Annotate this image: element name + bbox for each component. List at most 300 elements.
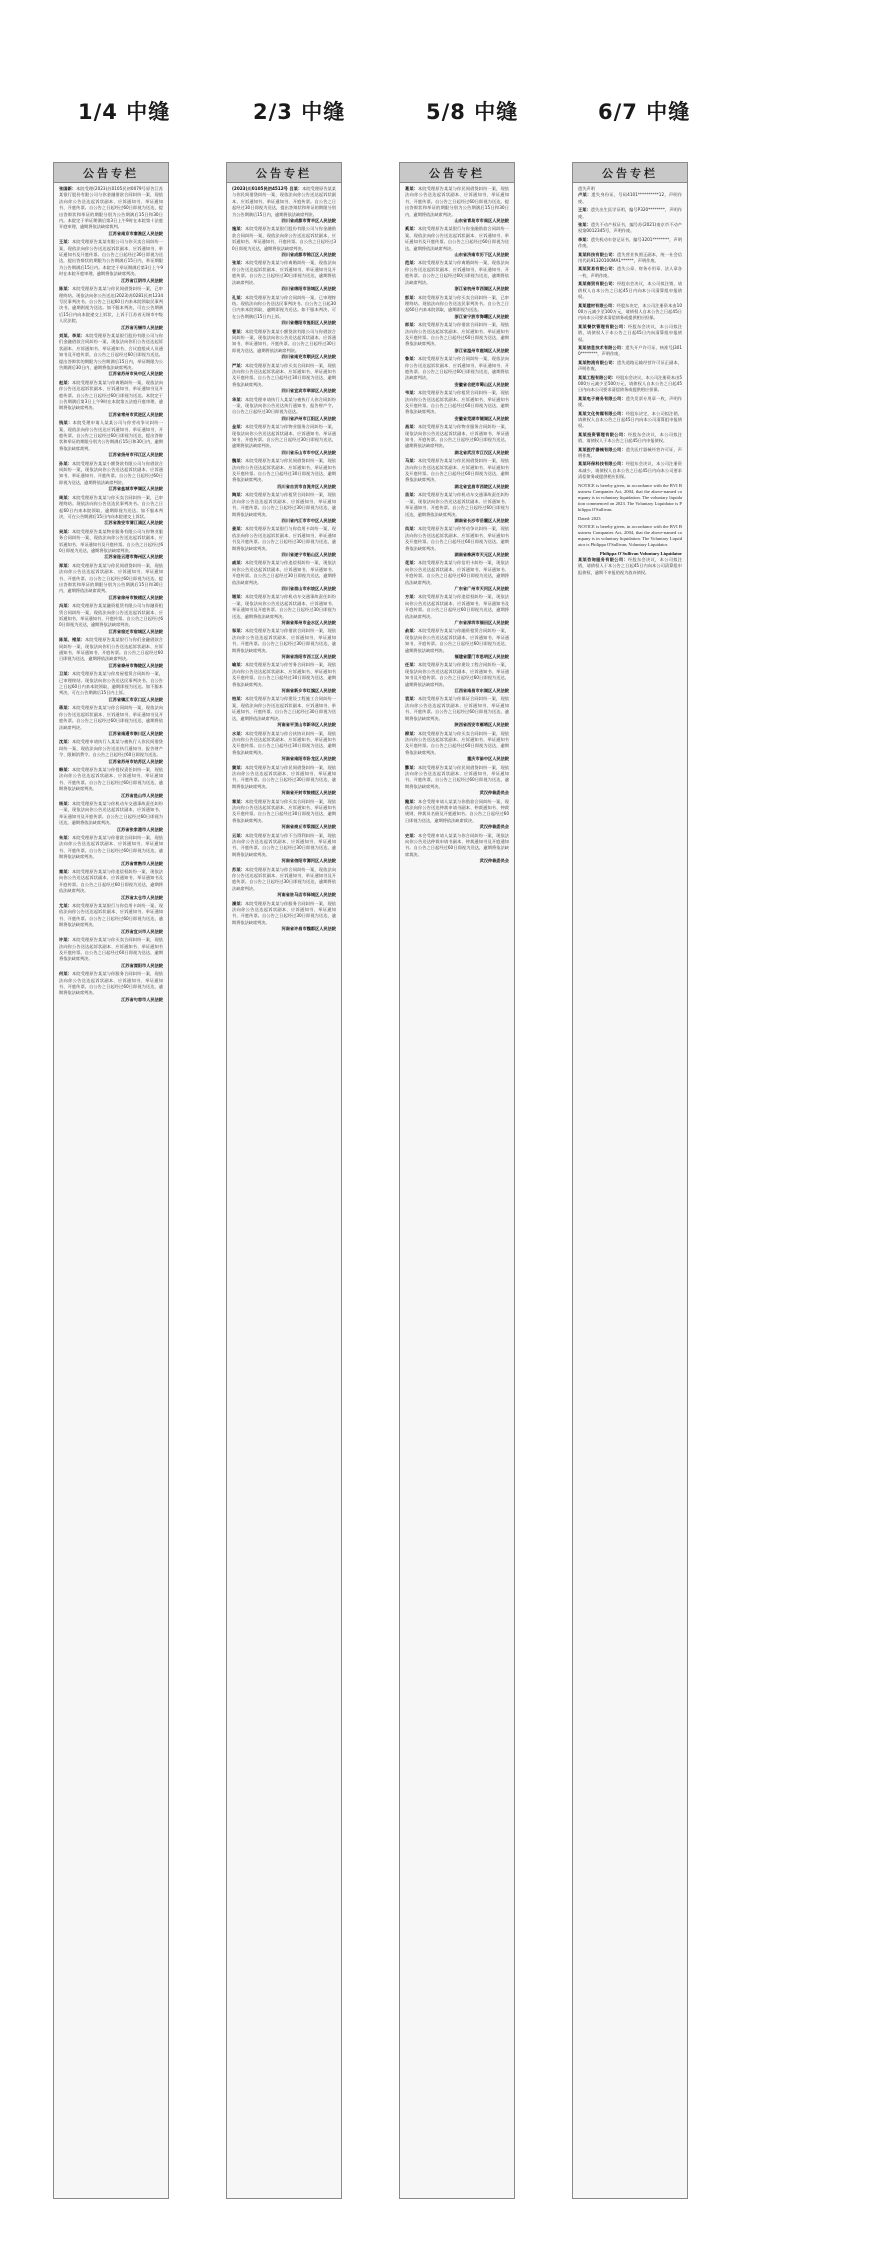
notice-party: 昌某：: [405, 424, 419, 430]
notice-item: [405, 594, 509, 626]
notice-item: [59, 563, 163, 601]
notice-party: 魏某：: [232, 458, 246, 464]
notice-text: 本院受理原告某某融资租赁有限公司与你融资租赁合同纠纷一案，现依法向你公告送达起诉状副本、应诉通知书、举证通知书、开庭传票。自公告之日起经过60日即视为送达，逾期将依法缺席判决。: [59, 603, 163, 628]
notice-text: 本院受理原告某某与你民间借贷纠纷一案，现依法向你公告送达起诉状副本、应诉通知书、举证通知书、开庭传票。自公告之日起经过60日即视为送达，提出答辩状和举证的期限分别为公告期满后15日和30日内，逾期将依法缺席裁判。: [59, 562, 163, 594]
notice-text: 本院受理原告某某银行股份有限公司与你们金融借款合同纠纷一案，现依法向你们公告送达起诉状副本、应诉通知书、举证通知书、合议庭组成人员通知书及开庭传票。自公告之日起经过60日即视为送达。提出答辩状的期限为公告期满后15日内，举证期限为公告期满后30日内，逾期将依法缺席判决。: [59, 332, 163, 370]
notice-issuer: 广东省深圳市福田区人民法院: [454, 620, 509, 625]
notice-text: 遗失营业执照正副本，统一社会信用代码91320100MA1******，声明作废。: [578, 251, 682, 264]
notice-party: (2023)川0105民初4512号 吕某：: [232, 186, 303, 191]
notice-party: 奚某：: [405, 226, 419, 232]
announcement-column-1: [53, 162, 169, 2199]
notice-issuer: 江苏省张家港市人民法院: [116, 826, 163, 832]
notice-text: 经股东决定，本公司拟注销，请债权人自本公告之日起45日内向本公司清算组申报债权。: [578, 410, 682, 429]
notice-item: [232, 628, 336, 660]
notice-item: [59, 739, 163, 765]
notice-party: 钱某：: [59, 420, 73, 426]
notice-text: 本院受理原告某某与你机动车交通事故责任纠纷一案，现依法向你公告送达起诉状副本、应诉通知书、举证通知书及开庭传票。自公告之日起经过30日即视为送达，逾期将依法缺席判决。: [232, 594, 336, 619]
notice-item: [405, 322, 509, 354]
notice-issuer: 广东省广州市天河区人民法院: [454, 585, 509, 591]
notice-party: 水某：: [232, 730, 246, 736]
notice-text: 经股东会决议，本公司注册资本减少，请债权人自本公告之日起45日内向本公司要求清偿债务或提供相应担保。: [578, 461, 682, 480]
notice-item: [59, 767, 163, 799]
announcement-column-2: [226, 162, 342, 2199]
notice-item: [405, 260, 509, 292]
notice-text: 本院受理原告某某与你服务合同纠纷一案，现依法向你公告送达起诉状副本、应诉通知书、举证通知书、开庭传票。自公告之日起经过30日即视为送达，逾期将依法缺席判决。: [232, 900, 336, 925]
notice-text: 遗失发票专用章一枚，声明作废。: [578, 395, 682, 408]
notice-text: 本院受理原告某某与你信用卡纠纷一案，现依法向你公告送达起诉状副本、应诉通知书、举证通知书、开庭传票。自公告之日起经过60日即视为送达，逾期将依法缺席判决。: [405, 560, 509, 585]
notice-issuer: 河南省南阳市卧龙区人民法院: [281, 756, 336, 762]
notice-issuer: 江西省南昌市东湖区人民法院: [454, 688, 509, 694]
notice-item: [405, 696, 509, 728]
notice-item: [59, 286, 163, 331]
notice-issuer: 四川省成都市青羊区人民法院: [281, 218, 336, 224]
notice-issuer: 武汉仲裁委员会: [479, 858, 509, 864]
notice-issuer: 河南省信阳市浉河区人民法院: [281, 858, 336, 864]
notice-issuer: 江苏省苏州市姑苏区人民法院: [108, 758, 163, 764]
notice-text: 本院受理原告某某与你劳务合同纠纷一案，现依法向你公告送达起诉状副本、应诉通知书、举证通知书及开庭传票。自公告之日起经过30日即视为送达，逾期将依法缺席判决。: [232, 662, 336, 687]
notice-text: 本院受理原告某某与你劳动争议纠纷一案，现依法向你公告送达起诉状副本、应诉通知书、举证通知书及开庭传票。自公告之日起经过60日即视为送达，逾期将依法缺席判决。: [405, 526, 509, 551]
notice-text: 本院受理原告某某与你借款合同纠纷一案，现依法向你公告送达起诉状副本、应诉通知书、举证通知书、开庭传票。自公告之日起经过30日即视为送达，逾期将依法缺席判决。: [232, 628, 336, 653]
notice-item: [59, 903, 163, 935]
notice-party: 陈某、褚某：: [59, 637, 86, 643]
notice-item: [405, 390, 509, 422]
notice-item: [578, 207, 682, 220]
notice-item: [578, 360, 682, 373]
notice-text: 本院受理原告某某与你追偿权纠纷一案，现依法向你公告送达起诉状副本、应诉通知书、举证通知书、开庭传票。自公告之日起经过30日即视为送达，逾期将依法缺席判决。: [232, 560, 336, 585]
notice-text: 遗失机动车登记证书，编号3201********，声明作废。: [578, 236, 682, 249]
notice-item: [59, 333, 163, 378]
notice-party: 某某科技有限公司：: [578, 251, 618, 257]
notice-item: [578, 281, 682, 300]
notice-issuer: 江苏省宜兴市人民法院: [121, 928, 163, 934]
notice-text: 本院受理申请执行人某某与被执行人你合同纠纷一案，现依法向你公告送达执行通知书、报告财产令。自公告之日起经过30日即视为送达。: [232, 396, 336, 415]
notice-party: 陈某：: [59, 286, 73, 292]
notice-item: [59, 671, 163, 703]
notice-text: 本院受理原告某某与你机动车交通事故责任纠纷一案，现依法向你公告送达起诉状副本、应诉通知书、举证通知书及开庭传票。自公告之日起经过60日即视为送达，逾期将依法缺席判决。: [59, 800, 163, 826]
notice-issuer: 浙江省温州市鹿城区人民法院: [454, 347, 509, 353]
notice-text: 本院受理原告某某与你买卖合同纠纷一案，现依法向你公告送达起诉状副本、应诉通知书、举证通知书及开庭传票。自公告之日起经过60日即视为送达，逾期将依法缺席判决。: [405, 730, 509, 755]
notice-issuer: 江苏省盐城市亭湖区人民法院: [108, 486, 163, 492]
notice-party: 葛某：: [405, 186, 419, 191]
notice-party: 孙某：: [59, 460, 73, 466]
notice-text: 本院受理原告某某与你借款合同纠纷一案，现依法向你公告送达起诉状副本、应诉通知书、举证通知书、开庭传票。自公告之日起经过60日即视为送达，逾期将依法缺席判决。: [59, 835, 163, 860]
notice-item: [578, 557, 682, 576]
notice-text: 本院受理原告某某与你房屋租赁合同纠纷一案，已审理终结。现依法向你公告送达民事判决书。自公告之日起60日内来本院领取，逾期即视为送达。如不服本判决，可在公告期满后15日内上诉。: [59, 671, 163, 696]
notice-issuer: 江苏省太仓市人民法院: [121, 894, 163, 900]
notice-item: [232, 799, 336, 831]
notice-party: 马某：: [405, 458, 419, 464]
notice-text: 本院受理原告某某与你租赁合同纠纷一案，现依法向你公告送达起诉状副本、应诉通知书、举证通知书、开庭传票。自公告之日起经过30日即视为送达，逾期将依法缺席判决。: [232, 492, 336, 517]
notice-item: [232, 731, 336, 763]
notice-text: 本院受理原告某某与你服务合同纠纷一案，现依法向你公告送达起诉状副本、应诉通知书、举证通知书、开庭传票。自公告之日起经过60日即视为送达，逾期将依法缺席判决。: [59, 971, 163, 996]
notice-party: 喻某：: [232, 662, 246, 668]
notice-issuer: 江苏省昆山市人民法院: [121, 792, 163, 798]
notice-text: 本院受理原告某某与你融资租赁合同纠纷一案，现依法向你公告送达起诉状副本、应诉通知书、举证通知书、开庭传票。自公告之日起经过60日即视为送达，逾期将依法缺席判决。: [405, 628, 509, 653]
notice-item: [405, 458, 509, 490]
notice-party: 袁某：: [405, 696, 419, 702]
notice-party: 谢某：: [232, 594, 246, 600]
notice-text: 本院受理原告某某银行与你信用卡纠纷一案，现依法向你公告送达起诉状副本、应诉通知书、举证通知书及开庭传票。自公告之日起经过30日即视为送达，逾期将依法缺席判决。: [232, 526, 336, 551]
notice-party: 孔某：: [232, 294, 246, 300]
notice-item: [578, 432, 682, 445]
notice-party: 鲍某：: [405, 798, 419, 804]
notice-item: [578, 324, 682, 343]
notice-text: 本院受理原告某某与你借款合同纠纷一案，现依法向你公告送达起诉状副本、应诉通知书、举证通知书及开庭传票。自公告之日起经过60日即视为送达，逾期将依法缺席判决。: [405, 322, 509, 347]
notice-party: 某某环保科技有限公司：: [578, 461, 626, 467]
notice-party: 某某工程有限公司：: [578, 374, 616, 380]
english-signature: Philippa O'Sullivan Voluntary Liquidator: [599, 550, 682, 556]
notice-item: [405, 526, 509, 558]
notice-issuer: 江苏省泰州市海陵区人民法院: [108, 662, 163, 668]
notice-item: [232, 901, 336, 933]
notice-issuer: 浙江省杭州市西湖区人民法院: [454, 286, 509, 292]
notice-text: 本院受理原告某某小额贷款有限公司与你借款合同纠纷一案，现依法向你公告送达起诉状副本、应诉通知书、举证通知书、开庭传票。自公告之日起经过30日即视为送达，逾期将依法缺席判决。: [232, 328, 336, 353]
notice-party: 某某文化传媒有限公司：: [578, 410, 626, 416]
notice-party: 云某：: [232, 832, 246, 838]
notice-party: 彭某：: [405, 294, 419, 300]
notice-party: 赵某：: [59, 379, 73, 385]
notice-party: 苗某：: [405, 492, 419, 498]
notice-item: [59, 835, 163, 867]
notice-party: 刘某、李某：: [59, 332, 86, 338]
notice-item: [232, 662, 336, 694]
notice-issuer: 福建省厦门市思明区人民法院: [454, 654, 509, 660]
notice-text: 本院受理原告某某与你合同纠纷一案，现依法向你公告送达起诉状副本、应诉通知书、举证通知书及开庭传票。自公告之日起经过30日即视为送达，逾期将依法缺席判决。: [232, 866, 336, 891]
notice-party: 朱某：: [59, 835, 73, 840]
notice-issuer: 陕西省西安市雁塔区人民法院: [454, 722, 509, 728]
notice-item: [59, 461, 163, 493]
notice-party: 杨某：: [59, 800, 73, 806]
column-header: 公告专栏: [573, 163, 687, 183]
notice-party: 方某：: [405, 594, 419, 600]
notice-party: 王某：: [578, 207, 591, 213]
layout-label-3: 5/8 中缝: [426, 100, 519, 124]
notice-text: 本院受理原告某某与你离婚纠纷一案，现依法向你公告送达起诉状副本、应诉通知书、举证通知书、开庭传票。自公告之日起经过60日即视为送达，逾期将依法缺席判决。: [405, 260, 509, 285]
notice-item: [405, 186, 509, 224]
english-notice: NOTICE is hereby given, in accordance with the BVI Business Companies Act, 2004, that the above-named company is in voluntary liquidation. The Voluntary Liquidator is Philippa O'Sullivan, Voluntary Liquidator.: [578, 523, 682, 548]
notice-party: 柏某：: [232, 696, 246, 702]
notice-issuer: 江苏省徐州市鼓楼区人民法院: [108, 594, 163, 600]
notice-issuer: 湖南省株洲市天元区人民法院: [454, 551, 509, 557]
notice-party: 韦某：: [405, 390, 419, 396]
notice-issuer: 四川省宜宾市翠屏区人民法院: [281, 388, 336, 394]
layout-label-4: 6/7 中缝: [598, 100, 691, 124]
notice-text: 本院受理原告某某与你租赁合同纠纷一案，现依法向你公告送达起诉状副本、应诉通知书、举证通知书及开庭传票。自公告之日起经过60日即视为送达，逾期将依法缺席判决。: [405, 390, 509, 415]
notice-text: 本院受理原告某某小额贷款有限公司与你借款合同纠纷一案，现依法向你公告送达起诉状副本、应诉通知书、举证通知书、开庭传票。自公告之日起经过60日即视为送达，逾期将依法缺席判决。: [59, 460, 163, 485]
notice-item: [232, 186, 336, 224]
layout-label-1: 1/4 中缝: [78, 100, 171, 124]
notice-text: 本院受理原告某某与你民间借贷纠纷一案，现依法向你公告送达起诉状副本、应诉通知书、举证通知书及开庭传票。自公告之日起经过30日即视为送达，逾期将依法缺席判决。: [232, 458, 336, 483]
notice-text: 本院受理原告某某与你民间借贷纠纷一案，现依法向你公告送达起诉状副本、应诉通知书、举证通知书、开庭传票。自公告之日起经过30日即视为送达，提出答辩状和举证的期限分别为公告期满后15日内，逾期将依法缺席判决。: [232, 186, 336, 217]
notice-party: 某某电子商务有限公司：: [578, 395, 626, 401]
notice-item: [232, 560, 336, 592]
notice-party: 鲁某：: [405, 356, 419, 362]
notice-issuer: 四川省泸州市江阳区人民法院: [281, 415, 336, 421]
notice-party: 王某：: [59, 239, 73, 245]
notice-issuer: 湖北省宜昌市西陵区人民法院: [454, 483, 509, 489]
notice-item: [59, 603, 163, 635]
notice-text: 本院受理原告某某与你离婚纠纷一案，现依法向你公告送达起诉状副本、应诉通知书、举证通知书及开庭传票。自公告之日起经过60日即视为送达。本院定于公告期满后第3日上午9时在本院第五法庭开庭审理，逾期将依法缺席判决。: [59, 379, 163, 411]
notice-item: [405, 560, 509, 592]
notice-party: 俞某：: [405, 628, 419, 634]
notice-item: [578, 237, 682, 250]
notice-party: 姜某：: [232, 526, 246, 532]
notice-party: 卫某：: [59, 671, 73, 677]
notice-item: [232, 526, 336, 558]
notice-party: 戚某：: [232, 560, 246, 566]
notice-issuer: 江苏省连云港市海州区人民法院: [104, 554, 163, 560]
column-header: 公告专栏: [54, 163, 168, 183]
notice-party: 许某：: [59, 937, 73, 943]
notice-text: 本院受理原告某某与你买卖合同纠纷一案，已审理终结。现依法向你公告送达民事判决书。自公告之日起60日内来本院领取，逾期即视为送达。: [405, 294, 509, 313]
notice-party: 花某：: [405, 560, 419, 566]
notice-text: 本院受理原告某某与你买卖合同纠纷一案，已审理终结。现依法向你公告送达民事判决书。自公告之日起60日内来本院领取，逾期即视为送达。如不服本判决，可在公告期满后15日内向本院递交上诉状。: [59, 494, 163, 519]
notice-issuer: 安徽省芜湖市镜湖区人民法院: [454, 415, 509, 421]
notice-party: 韩某：: [59, 766, 73, 772]
notice-issuer: 江苏省江阴市人民法院: [121, 277, 163, 283]
notice-party: 卢某：: [578, 192, 592, 198]
column-header: 公告专栏: [227, 163, 341, 183]
notice-issuer: 山东省济南市历下区人民法院: [454, 252, 509, 258]
notice-text: 经股东会决议，本公司拟注销，请债权人于本公告之日起45日内申报债权。: [578, 431, 682, 444]
notice-text: 经股东会决议，本公司注册资本由5000万元减少至500万元，请债权人自本公告之日起45日内向本公司要求清偿债务或提供相应担保。: [578, 374, 682, 393]
notice-party: 凤某：: [405, 526, 419, 532]
notice-issuer: 江苏省扬州市邗江区人民法院: [108, 452, 163, 458]
notice-issuer: 四川省遂宁市船山区人民法院: [281, 551, 336, 557]
notice-party: 郑某：: [59, 562, 73, 568]
notice-party: 范某：: [405, 260, 419, 266]
notice-text: 本院受理原告某某银行与你金融借款合同纠纷一案，现依法向你公告送达起诉状副本、应诉通知书、举证通知书及开庭传票。自公告之日起经过60日即视为送达，逾期将依法缺席判决。: [405, 226, 509, 251]
notice-issuer: 武汉仲裁委员会: [479, 824, 509, 830]
notice-item: [232, 424, 336, 456]
notice-issuer: 江苏省无锡市人民法院: [121, 324, 163, 330]
column-body: [400, 183, 514, 871]
notice-party: 邹某：: [232, 628, 246, 634]
notice-text: 本院受理原告某某与你不当得利纠纷一案，现依法向你公告送达起诉状副本、应诉通知书、举证通知书、开庭传票。自公告之日起经过30日即视为送达，逾期将依法缺席判决。: [232, 832, 336, 857]
announcement-column-4: [572, 162, 688, 2199]
notice-item: [59, 801, 163, 833]
notice-item: [578, 303, 682, 322]
notice-issuer: 河南省洛阳市西工区人民法院: [281, 654, 336, 660]
column-body: [54, 183, 168, 1009]
notice-party: 某某建材有限公司：: [578, 302, 617, 308]
notice-issuer: 江苏省句容市人民法院: [121, 996, 163, 1002]
notice-text: 本院受理原告某某银行与你们金融借款合同纠纷一案，现依法向你们公告送达起诉状副本、应诉通知书、举证通知书、开庭传票。自公告之日起经过60日即视为送达，逾期将依法缺席判决。: [59, 637, 163, 662]
notice-party: 某某贸易有限公司：: [578, 266, 618, 272]
notice-item: [405, 662, 509, 694]
notice-item: [59, 971, 163, 1003]
notice-party: 某某信息技术有限公司：: [578, 344, 626, 350]
notice-issuer: 河南省商丘市梁园区人民法院: [281, 824, 336, 830]
notice-item: [405, 424, 509, 456]
notice-party: 华某：: [232, 396, 246, 402]
notice-issuer: 河南省驻马店市驿城区人民法院: [277, 892, 336, 898]
notice-text: 本院受理原告某某与你民间借贷纠纷一案，现依法向你公告送达起诉状副本、应诉通知书、举证通知书及开庭传票。自公告之日起经过60日即视为送达，逾期将依法缺席判决。: [405, 458, 509, 483]
notice-item: [405, 226, 509, 258]
notice-party: 吴某：: [59, 528, 73, 534]
notice-text: 本院受理原告某某与你物业服务合同纠纷一案，现依法向你公告送达起诉状副本、应诉通知书、举证通知书、开庭传票。自公告之日起经过30日即视为送达，逾期将依法缺席判决。: [232, 424, 336, 449]
notice-item: [232, 594, 336, 626]
notice-item: [232, 458, 336, 490]
notice-text: 本院受理原告某某与你民间借贷纠纷一案，已审理终结。现依法向你公告送达(2023)苏0281民初1234号民事判决书。自公告之日起60日内来本院领取民事判决书，逾期则视为送达。如不服本判决，可在公告期满后15日内向本院递交上诉状，上诉于江苏省无锡市中级人民法院。: [59, 286, 163, 324]
notice-party: 任某：: [405, 662, 419, 668]
notice-party: 潘某：: [232, 900, 246, 906]
layout-label-2: 2/3 中缝: [253, 100, 346, 124]
notice-item: [232, 765, 336, 797]
notice-party: 某某投资管理有限公司：: [578, 431, 628, 437]
notice-item: [59, 637, 163, 669]
notice-text: 本院受理原告某某与你追偿权纠纷一案，现依法向你公告送达起诉状副本、应诉通知书、举证通知书及开庭传票。自公告之日起经过60日即视为送达，逾期将依法缺席判决。: [405, 594, 509, 619]
notice-issuer: 四川省南充市顺庆区人民法院: [281, 354, 336, 360]
notice-text: 本院受理原告某某与你物业服务合同纠纷一案，现依法向你公告送达起诉状副本、应诉通知书、举证通知书、开庭传票。自公告之日起经过60日即视为送达，逾期将依法缺席判决。: [405, 424, 509, 449]
notice-issuer: 四川省自贡市自流井区人民法院: [277, 483, 336, 489]
notice-party: 苏某：: [232, 866, 246, 872]
notice-item: [232, 397, 336, 423]
notice-item: [59, 186, 163, 237]
notice-text: 遗失医疗器械经营许可证，声明作废。: [578, 446, 682, 459]
notice-item: [578, 266, 682, 279]
notice-text: 本院受理原告某某有限公司与你买卖合同纠纷一案，现依法向你公告送达起诉状副本、应诉通知书、举证通知书及开庭传票。自公告之日起经过30日即视为送达，提出答辩状的期限为公告期满后15日内，举证期限为公告期满后15日内。本院定于举证期满后第3日上午9时在本院开庭审理，逾期将依法缺席判决。: [59, 239, 163, 277]
notice-issuer: 江苏省镇江市京口区人民法院: [108, 696, 163, 702]
notice-text: 本院受理(2023)苏0105民初0079号原告江苏某银行股份有限公司与你金融借款合同纠纷一案，现依法向你公告送达起诉状副本、应诉通知书、举证通知书、开庭传票。自公告之日起经过60日即视为送达，提出答辩状和举证的期限分别为公告期满后15日和30日内。本院定于举证期满后第3日上午9时在本院第十法庭开庭审理，逾期将依法缺席裁判。: [59, 186, 163, 230]
notice-issuer: 河南省新乡市红旗区人民法院: [281, 688, 336, 694]
notice-item: [232, 696, 336, 728]
notice-party: 沈某：: [59, 739, 73, 745]
notice-item: [405, 731, 509, 763]
notice-item: [59, 239, 163, 284]
notice-issuer: 四川省绵阳市涪城区人民法院: [281, 286, 336, 292]
notice-text: 本院受理原告某某与你合同纠纷一案，现依法向你公告送达起诉状副本、应诉通知书、举证通知书、开庭传票。自公告之日起经过60日即视为送达，逾期将依法缺席判决。: [405, 356, 509, 381]
notice-issuer: 湖南省长沙市岳麓区人民法院: [454, 517, 509, 523]
notice-text: 本院受理原告某某与你追偿权纠纷一案，现依法向你公告送达起诉状副本、应诉通知书、举证通知书及开庭传票。自公告之日起经过60日即视为送达，逾期将依法缺席判决。: [59, 869, 163, 894]
notice-item: [578, 345, 682, 358]
notice-party: 陶某：: [232, 492, 246, 498]
notice-text: 本院受理原告某某银行与你信用卡纠纷一案，现依法向你公告送达起诉状副本、应诉通知书、举证通知书、开庭传票。自公告之日起经过60日即视为送达，逾期将依法缺席判决。: [59, 903, 163, 928]
notice-issuer: 四川省内江市市中区人民法院: [281, 517, 336, 523]
column-body: [573, 183, 687, 582]
notice-item: [232, 329, 336, 361]
notice-party: 柳某：: [405, 730, 419, 736]
notice-text: 本院受理原告某某与你离婚纠纷一案，现依法向你公告送达起诉状副本、应诉通知书、举证通知书及开庭传票。自公告之日起经过30日即视为送达，逾期将依法缺席判决。: [232, 260, 336, 285]
column-body: [227, 183, 341, 939]
notice-text: 遗失出生医学证明，编号P320********，声明作废。: [578, 207, 682, 219]
notice-issuer: 江苏省南通市崇川区人民法院: [108, 730, 163, 736]
notice-party: 张某：: [232, 260, 246, 266]
notice-text: 本院受理原告某某与你建设工程合同纠纷一案，现依法向你公告送达起诉状副本、应诉通知书、举证通知书及开庭传票。自公告之日起经过60日即视为送达，逾期将依法缺席判决。: [405, 662, 509, 687]
notice-party: 周某：: [59, 494, 73, 500]
notice-text: 本院受理原告某某与你合同纠纷一案，现依法向你公告送达起诉状副本、应诉通知书、举证通知书及开庭传票。自公告之日起经过60日即视为送达，逾期将依法缺席判决。: [59, 705, 163, 730]
notice-issuer: 江苏省苏州市吴中区人民法院: [108, 371, 163, 377]
notice-issuer: 江苏省常州市武进区人民法院: [108, 411, 163, 417]
notice-party: 严某：: [232, 362, 246, 368]
notice-party: 施某：: [232, 226, 246, 232]
notice-issuer: 重庆市渝中区人民法院: [467, 756, 509, 762]
notice-issuer: 河南省郑州市金水区人民法院: [281, 620, 336, 625]
notice-item: [578, 192, 682, 205]
notice-text: 本院受理原告某某与你建设工程施工合同纠纷一案，现依法向你公告送达起诉状副本、应诉通知书、举证通知书、开庭传票。自公告之日起经过30日即视为送达，逾期将依法缺席判决。: [232, 696, 336, 721]
notice-issuer: 河南省许昌市魏都区人民法院: [281, 926, 336, 932]
notice-party: 张国新：: [59, 186, 77, 191]
english-notice: Dated: 2023: [578, 515, 601, 521]
notice-text: 本院受理原告某某与你机动车交通事故责任纠纷一案，现依法向你公告送达起诉状副本、应诉通知书、举证通知书、开庭传票。自公告之日起经过60日即视为送达，逾期将依法缺席判决。: [405, 492, 509, 517]
notice-item: [405, 492, 509, 524]
notice-text: 本院受理原告某某与你买卖合同纠纷一案，现依法向你公告送达起诉状副本、应诉通知书、举证通知书及开庭传票。自公告之日起经过30日即视为送达，逾期将依法缺席判决。: [232, 798, 336, 823]
notice-item: [59, 495, 163, 527]
notice-party: 张某：: [578, 222, 591, 228]
notice-party: 某某物流有限公司：: [578, 359, 618, 365]
notice-party: 蒋某：: [59, 705, 73, 711]
notice-item: [232, 492, 336, 524]
notice-text: 本院受理原告某某与你合同纠纷一案，已审理终结。现依法向你公告送达民事判决书。自公告之日起30日内来本院领取，逾期即视为送达。如不服本判决，可在公告期满后15日内上诉。: [232, 294, 336, 319]
notice-item: [59, 529, 163, 561]
notice-item: [578, 396, 682, 409]
notice-issuer: 江苏省宿迁市宿城区人民法院: [108, 628, 163, 634]
notice-party: 冯某：: [59, 603, 73, 609]
notice-item: [59, 937, 163, 969]
notice-item: [232, 833, 336, 865]
notice-text: 本院受理原告某某与你民间借贷纠纷一案，现依法向你公告送达起诉状副本、应诉通知书、举证通知书、开庭传票。自公告之日起经过60日即视为送达，提出答辩状和举证的期限分别为公告期满后15日和30日内，逾期将依法缺席判决。: [405, 186, 509, 217]
notice-text: 遗失开户许可证，核准号J3010********，声明作废。: [578, 344, 682, 357]
notice-issuer: 湖北省武汉市江汉区人民法院: [454, 449, 509, 455]
notice-text: 本院受理原告某某与你民间借贷纠纷一案，现依法向你公告送达起诉状副本、应诉通知书、举证通知书、开庭传票。自公告之日起经过30日即视为送达，逾期将依法缺席判决。: [232, 764, 336, 789]
notice-text: 本会受理申请人某某与你合同纠纷一案，现依法向你公告送达仲裁申请书副本、仲裁通知书及开庭通知书。自公告之日起经过60日即视为送达，逾期将依法缺席裁决。: [405, 832, 509, 857]
notice-party: 李某：: [578, 236, 591, 242]
notice-issuer: 江苏省溧阳市人民法院: [121, 962, 163, 968]
section-title: 遗失声明: [578, 186, 595, 191]
notice-issuer: 安徽省合肥市蜀山区人民法院: [454, 381, 509, 387]
notice-text: 经股东会决议，本公司拟注销，请债权人于本公告之日起45日内向本公司清算组申报债权，逾期不申报的视为放弃债权。: [578, 556, 682, 575]
notice-item: [59, 705, 163, 737]
notice-issuer: 四川省乐山市市中区人民法院: [281, 449, 336, 455]
notice-party: 某某商贸有限公司：: [578, 281, 618, 287]
notice-text: 本院受理申请执行人某某与被执行人你民间借贷纠纷一案，现依法向你公告送达执行通知书、报告财产令、限制消费令。自公告之日起经过60日即视为送达。: [59, 739, 163, 758]
notice-text: 遗失不动产权证书，编号苏(2021)南京市不动产权第0012345号，声明作废。: [578, 222, 682, 234]
notice-item: [405, 833, 509, 865]
notice-item: [405, 765, 509, 797]
notice-party: 金某：: [232, 424, 246, 430]
notice-party: 曹某：: [232, 328, 246, 334]
notice-text: 本院受理原告某某物业服务有限公司与你物业服务合同纠纷一案，现依法向你公告送达起诉状副本、应诉通知书、举证通知书及开庭传票。自公告之日起经过60日即视为送达，逾期将依法缺席判决。: [59, 528, 163, 553]
notice-party: 秦某：: [59, 869, 73, 875]
notice-party: 章某：: [232, 798, 246, 804]
notice-issuer: 武汉仲裁委员会: [479, 790, 509, 796]
notice-item: [59, 869, 163, 901]
notice-item: [232, 867, 336, 899]
notice-item: [578, 252, 682, 265]
announcement-column-3: [399, 162, 515, 2199]
notice-text: 本院受理原告某某与你买卖合同纠纷一案，现依法向你公告送达起诉状副本、应诉通知书、举证通知书及开庭传票。自公告之日起经过60日即视为送达，逾期将依法缺席判决。: [59, 937, 163, 962]
notice-party: 史某：: [405, 832, 419, 838]
notice-issuer: 四川省眉山市东坡区人民法院: [281, 585, 336, 591]
notice-text: 本院受理原告某某与你合伙协议纠纷一案，现依法向你公告送达起诉状副本、应诉通知书、举证通知书及开庭传票。自公告之日起经过30日即视为送达，逾期将依法缺席判决。: [232, 730, 336, 755]
notice-party: 窦某：: [232, 764, 246, 770]
notice-item: [578, 222, 682, 235]
notice-item: [405, 799, 509, 831]
notice-text: 本院受理原告某某与你民间借贷纠纷一案，现依法向你公告送达起诉状副本、应诉通知书、举证通知书、开庭传票。自公告之日起经过60日即视为送达，逾期将依法缺席判决。: [405, 764, 509, 789]
column-header: 公告专栏: [400, 163, 514, 183]
notice-text: 本院受理原告某某与你保证合同纠纷一案，现依法向你公告送达起诉状副本、应诉通知书、举证通知书、开庭传票。自公告之日起经过60日即视为送达，逾期将依法缺席判决。: [405, 696, 509, 721]
notice-issuer: 山东省青岛市市南区人民法院: [454, 218, 509, 224]
notice-text: 本院受理原告某某与你买卖合同纠纷一案，现依法向你公告送达起诉状副本、应诉通知书、举证通知书及开庭传票。自公告之日起经过30日即视为送达，逾期将依法缺席判决。: [232, 362, 336, 387]
notice-item: [405, 356, 509, 388]
notice-text: 遗失身份证，号码4101**********12，声明作废。: [578, 192, 682, 204]
notice-item: [232, 226, 336, 258]
notice-party: 某某餐饮管理有限公司：: [578, 323, 628, 329]
notice-party: 某某医疗器械有限公司：: [578, 446, 626, 452]
notice-issuer: 江苏省常熟市人民法院: [121, 860, 163, 866]
notice-text: 本院受理原告某某银行股份有限公司与你金融借款合同纠纷一案，现依法向你公告送达起诉状副本、应诉通知书、举证通知书、开庭传票。自公告之日起经过30日即视为送达，逾期将依法缺席判决。: [232, 226, 336, 251]
notice-item: [59, 420, 163, 458]
